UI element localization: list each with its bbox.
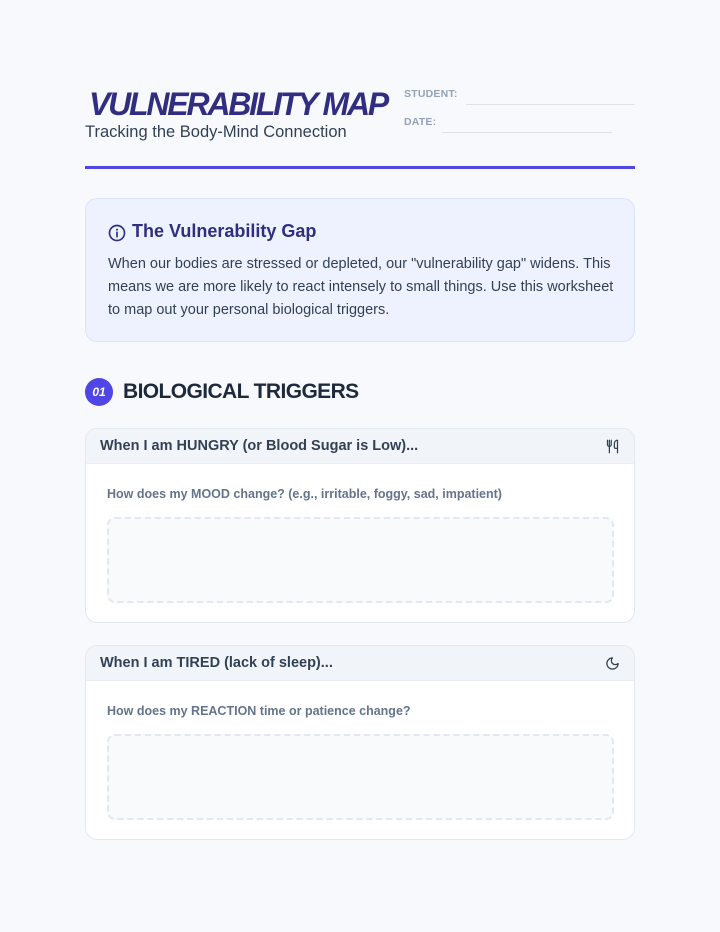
section-number-badge: 01 <box>85 378 113 406</box>
card-heading: When I am TIRED (lack of sleep)... <box>100 655 333 671</box>
date-label: DATE: <box>404 116 437 128</box>
reaction-answer-box[interactable] <box>107 734 614 820</box>
card-header <box>86 646 634 681</box>
info-icon <box>108 224 126 242</box>
card-question: How does my REACTION time or patience change? <box>107 704 411 718</box>
card-header <box>86 429 634 464</box>
student-field-row <box>404 88 635 106</box>
moon-icon <box>605 656 620 671</box>
info-title: The Vulnerability Gap <box>132 221 317 241</box>
section-heading <box>85 377 635 407</box>
student-label: STUDENT: <box>404 88 458 100</box>
trigger-card-tired <box>85 645 635 840</box>
mood-answer-box[interactable] <box>107 517 614 603</box>
utensils-icon <box>605 439 620 454</box>
date-field-row <box>404 116 612 134</box>
date-field[interactable] <box>442 132 612 133</box>
info-text: When our bodies are stressed or depleted, our "vulnerability gap" widens. This means we are more likely to react intensely to small things. Use this worksheet to map out your personal biological triggers. <box>108 256 614 318</box>
card-question: How does my MOOD change? (e.g., irritable, foggy, sad, impatient) <box>107 487 502 501</box>
worksheet-header <box>85 82 635 172</box>
page-title: VULNERABILITY MAP <box>89 86 388 122</box>
header-divider <box>85 166 635 169</box>
trigger-card-hungry <box>85 428 635 623</box>
section-title: BIOLOGICAL TRIGGERS <box>123 380 359 403</box>
page-subtitle: Tracking the Body-Mind Connection <box>85 123 347 141</box>
student-field[interactable] <box>466 104 635 105</box>
info-callout <box>85 198 635 342</box>
card-heading: When I am HUNGRY (or Blood Sugar is Low)... <box>100 438 419 454</box>
